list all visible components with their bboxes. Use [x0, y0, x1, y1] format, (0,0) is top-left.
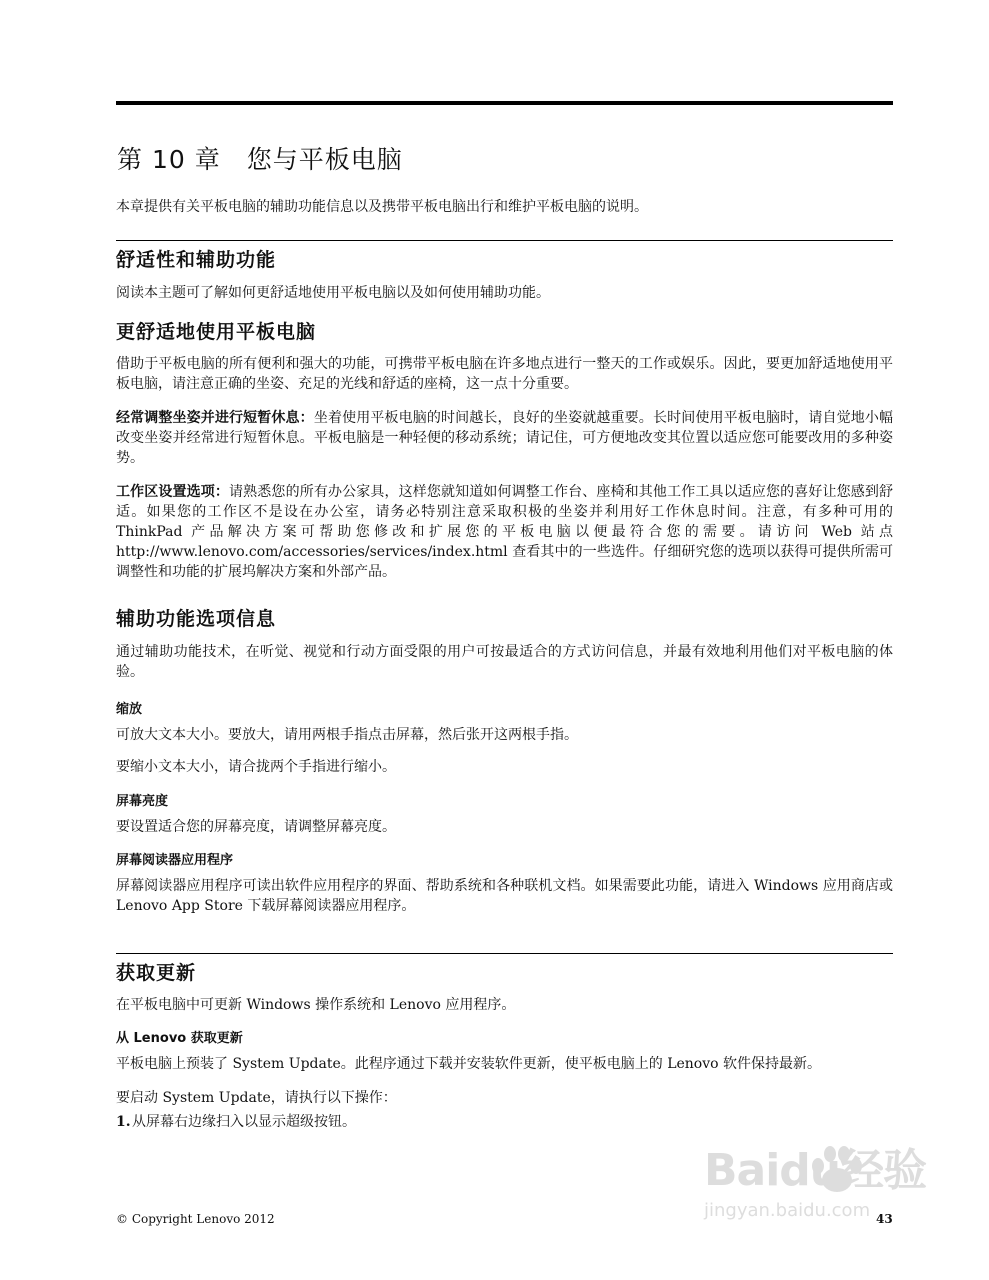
from-lenovo-heading: 从 Lenovo 获取更新: [116, 1031, 243, 1046]
chapter-name: 您与平板电脑: [246, 145, 403, 174]
chapter-rule: [116, 101, 893, 105]
zoom-paragraph-2: 要缩小文本大小，请合拢两个手指进行缩小。: [116, 759, 396, 775]
chapter-title: [117, 140, 403, 176]
updates-heading: 获取更新: [116, 962, 197, 984]
workspace-text: 请熟悉您的所有办公家具，这样您就知道如何调整工作台、座椅和其他工作工具以适应您的喜好让您感到舒适。如果您的工作区不是设在办公室，请务必特别注意采取积极的坐姿并利用好工作休息时间。注意，有多种可用的 ThinkPad 产品解决方案可帮助您修改和扩展您的平板电脑以便最符合您的需要。请访问 Web 站点 http://www.lenovo.com/accessories/services/index.html 查看其中的一些选件。仔细研究您的选项以获得可提供所需可调整性和功能的扩展坞解决方案和外部产品。: [116, 484, 894, 580]
section-rule: [116, 240, 893, 241]
workspace-lead: 工作区设置选项：: [116, 484, 230, 500]
baidu-watermark: [700, 1128, 940, 1228]
steps-intro: 要启动 System Update，请执行以下操作：: [116, 1090, 397, 1106]
from-lenovo-text: 平板电脑上预装了 System Update。此程序通过下载并安装软件更新，使平板电脑上的 Lenovo 软件保持最新。: [116, 1056, 822, 1072]
accessibility-heading: 辅助功能选项信息: [116, 608, 277, 630]
section-rule: [116, 953, 893, 954]
comfort-text: 阅读本主题可了解如何更舒适地使用平板电脑以及如何使用辅助功能。: [116, 285, 550, 301]
screen-reader-text: 屏幕阅读器应用程序可读出软件应用程序的界面、帮助系统和各种联机文档。如果需要此功能，请进入 Windows 应用商店或 Lenovo App Store 下载屏幕阅读器应用程序。: [116, 878, 893, 914]
watermark-url: jingyan.baidu.com: [704, 1200, 871, 1221]
comfortable-use-paragraph-2: [116, 408, 893, 468]
comfortable-use-section: [116, 317, 893, 582]
brightness-heading: 屏幕亮度: [116, 794, 169, 809]
watermark-brand: Baidu经验: [704, 1145, 927, 1196]
comfort-section: [116, 245, 893, 303]
comfortable-use-paragraph-3: [116, 482, 893, 582]
step-number: 1.: [116, 1114, 131, 1130]
screen-reader-heading: 屏幕阅读器应用程序: [116, 853, 234, 868]
accessibility-section: [116, 604, 893, 916]
comfort-heading: 舒适性和辅助功能: [116, 249, 277, 271]
chapter-number: 第 10 章: [117, 145, 221, 174]
page-number: 43: [876, 1212, 893, 1226]
brightness-text: 要设置适合您的屏幕亮度，请调整屏幕亮度。: [116, 819, 396, 835]
accessibility-intro: 通过辅助功能技术，在听觉、视觉和行动方面受限的用户可按最适合的方式访问信息，并最有效地利用他们对平板电脑的体验。: [116, 644, 893, 680]
comfortable-use-heading: 更舒适地使用平板电脑: [116, 321, 317, 343]
chapter-intro-block: [116, 197, 893, 217]
updates-intro: 在平板电脑中可更新 Windows 操作系统和 Lenovo 应用程序。: [116, 997, 516, 1013]
updates-section: [116, 958, 893, 1132]
posture-text: 坐着使用平板电脑的时间越长，良好的坐姿就越重要。长时间使用平板电脑时，请自觉地小幅改变坐姿并经常进行短暂休息。平板电脑是一种轻便的移动系统；请记住，可方便地改变其位置以适应您可能要改用的多种姿势。: [116, 410, 894, 466]
step-text: 从屏幕右边缘扫入以显示超级按钮。: [132, 1114, 356, 1130]
posture-lead: 经常调整坐姿并进行短暂休息：: [116, 410, 314, 426]
copyright: © Copyright Lenovo 2012: [116, 1212, 275, 1226]
comfortable-use-paragraph-1: 借助于平板电脑的所有便利和强大的功能，可携带平板电脑在许多地点进行一整天的工作或娱乐。因此，要更加舒适地使用平板电脑，请注意正确的坐姿、充足的光线和舒适的座椅，这一点十分重要。: [116, 356, 893, 392]
zoom-heading: 缩放: [116, 702, 143, 717]
zoom-paragraph-1: 可放大文本大小。要放大，请用两根手指点击屏幕，然后张开这两根手指。: [116, 727, 578, 743]
chapter-intro: 本章提供有关平板电脑的辅助功能信息以及携带平板电脑出行和维护平板电脑的说明。: [116, 199, 648, 215]
